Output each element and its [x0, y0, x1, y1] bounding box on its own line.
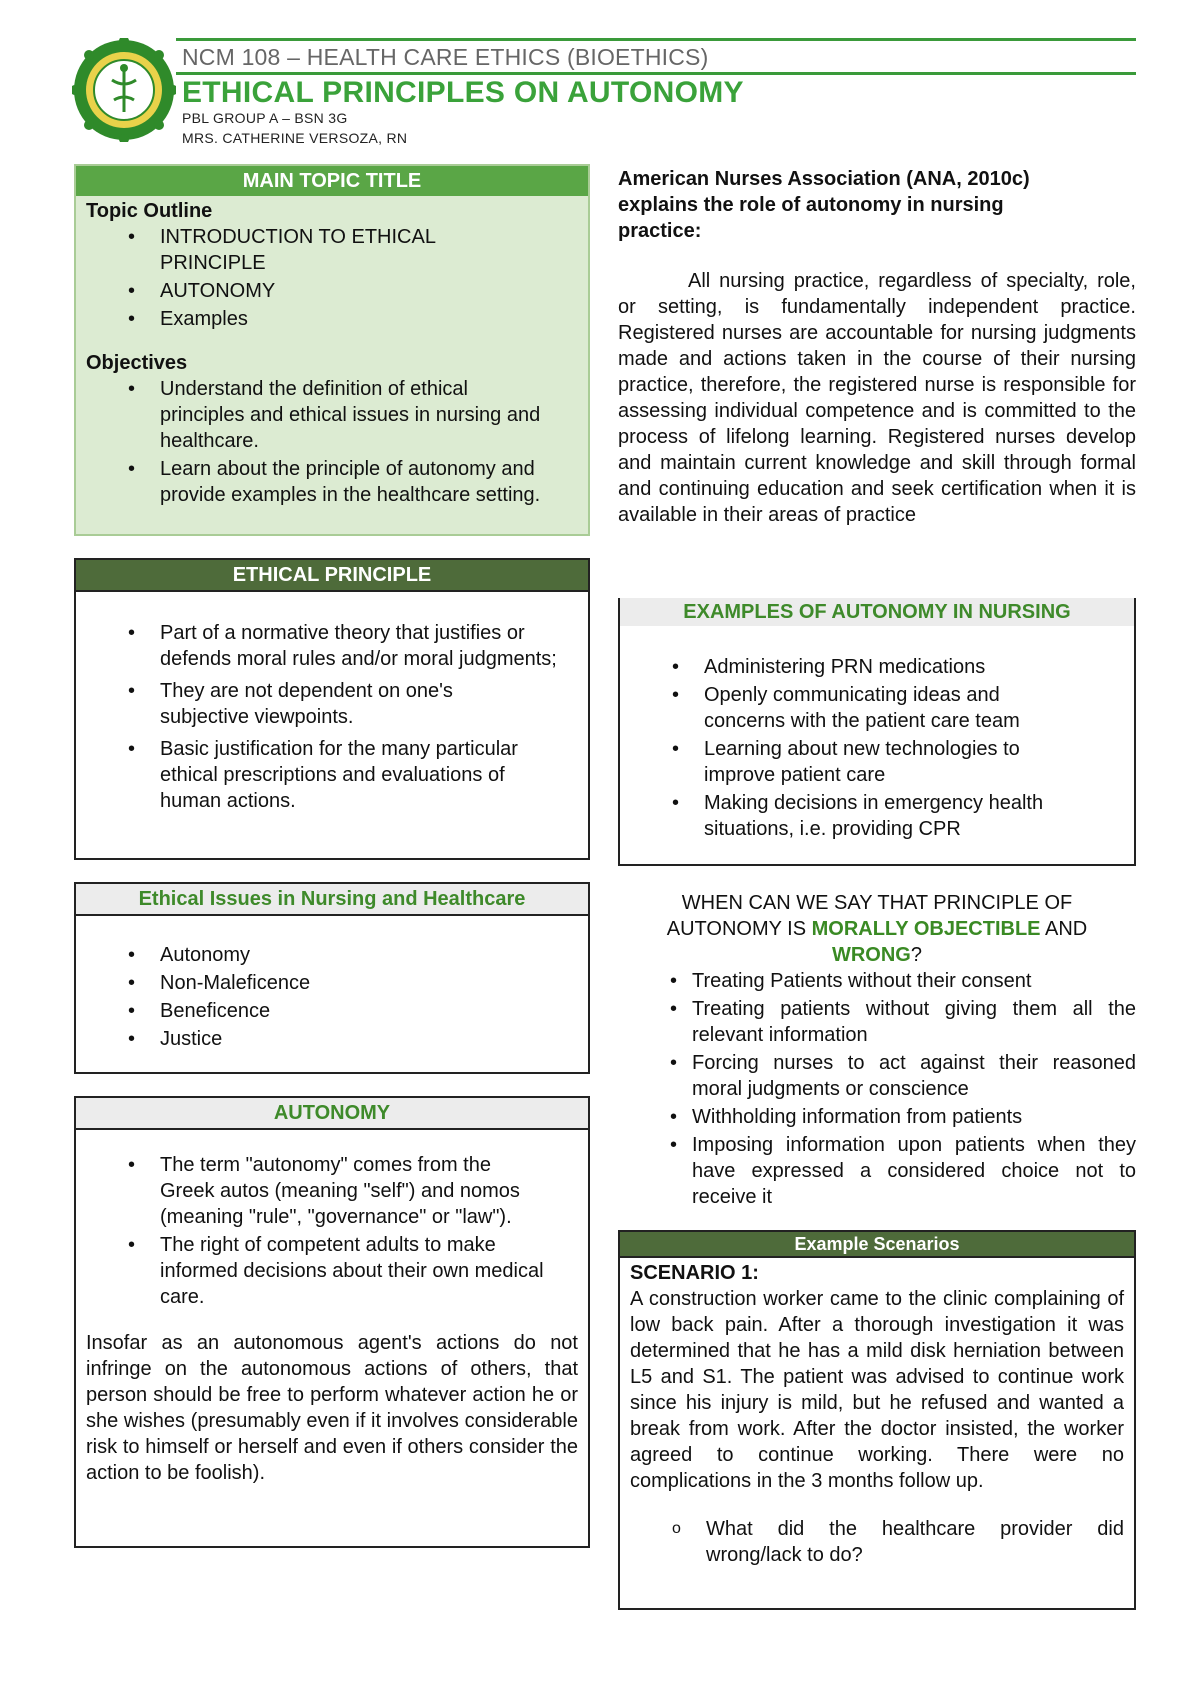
- question-text: ?: [910, 944, 922, 966]
- autonomy-heading: AUTONOMY: [76, 1098, 588, 1130]
- outline-item: • INTRODUCTION TO ETHICAL PRINCIPLE: [76, 224, 588, 276]
- scenario-question: [620, 1516, 1134, 1568]
- ethical-principle-list: [76, 620, 588, 814]
- ethical-issues-list: [76, 942, 588, 1052]
- list-item: • The term "autonomy" comes from the Greek autos (meaning "self") and nomos (meaning "rule", "governance" or "law").: [76, 1152, 548, 1230]
- question-text: AND: [1040, 918, 1088, 940]
- course-title: NCM 108 – HEALTH CARE ETHICS (BIOETHICS): [182, 44, 709, 70]
- main-topic-heading: MAIN TOPIC TITLE: [76, 166, 588, 196]
- list-item: • Beneficence: [76, 998, 588, 1024]
- group-label: PBL GROUP A – BSN 3G: [182, 110, 348, 126]
- list-item: • Treating Patients without their consent: [618, 968, 1136, 994]
- examples-box: [618, 598, 1136, 866]
- school-seal-icon: [72, 38, 176, 142]
- examples-list: [620, 654, 1134, 842]
- header-top-rule: [176, 38, 1136, 41]
- ethical-issues-box: [74, 882, 590, 1074]
- question-text: WHEN CAN WE SAY THAT PRINCIPLE OF AUTONOMY IS: [666, 892, 1073, 940]
- outline-item: • Examples: [76, 306, 588, 332]
- list-item: • Administering PRN medications: [620, 654, 1094, 680]
- autonomy-paragraph: Insofar as an autonomous agent's actions do not infringe on the autonomous actions of others, that person should be free to perform whatever action he or she wishes (presumably even if it involves considerable risk to himself or herself and even if others consider the action to be foolish).: [86, 1332, 578, 1484]
- objective-item: • Understand the definition of ethical principles and ethical issues in nursing and healthcare.: [76, 376, 580, 454]
- list-item: • Non-Maleficence: [76, 970, 588, 996]
- page-title: ETHICAL PRINCIPLES ON AUTONOMY: [182, 76, 744, 109]
- list-item: • Justice: [76, 1026, 588, 1052]
- objectives-list: [76, 376, 588, 508]
- list-item: • Forcing nurses to act against their reasoned moral judgments or conscience: [618, 1050, 1136, 1102]
- ethical-issues-heading: Ethical Issues in Nursing and Healthcare: [76, 884, 588, 916]
- autonomy-list: [76, 1152, 588, 1310]
- scenario-text: A construction worker came to the clinic complaining of low back pain. After a thorough investigation it was determined that he has a mild disk herniation between L5 and S1. The patient was advised to continue work since his injury is mild, but he refused and wanted a break from work. After the doctor insisted, the worker agreed to continue working. There were no complications in the 3 months follow up.: [630, 1288, 1124, 1492]
- list-item: • Part of a normative theory that justifies or defends moral rules and/or moral judgments;: [76, 620, 570, 672]
- list-item: • Learning about new technologies to improve patient care: [620, 736, 1094, 788]
- objectives-label: Objectives: [86, 352, 188, 374]
- objectionable-list: [618, 968, 1136, 1212]
- topic-outline-label: Topic Outline: [86, 200, 213, 222]
- question-emphasis: WRONG: [831, 944, 911, 966]
- list-item: • Making decisions in emergency health situations, i.e. providing CPR: [620, 790, 1094, 842]
- ana-heading: American Nurses Association (ANA, 2010c) explains the role of autonomy in nursing practice:: [618, 168, 1030, 242]
- list-item: • The right of competent adults to make informed decisions about their own medical care.: [76, 1232, 548, 1310]
- header-mid-rule: [176, 72, 1136, 75]
- list-item: • They are not dependent on one's subjective viewpoints.: [76, 678, 570, 730]
- main-topic-box: [74, 164, 590, 536]
- list-item: • Openly communicating ideas and concerns with the patient care team: [620, 682, 1094, 734]
- list-item: • Basic justification for the many particular ethical prescriptions and evaluations of human actions.: [76, 736, 570, 814]
- question-emphasis: MORALLY OBJECTIBLE: [811, 918, 1041, 940]
- ethical-principle-box: [74, 558, 590, 860]
- hollow-bullet-icon: o: [672, 1520, 681, 1537]
- topic-outline-list: [76, 224, 588, 332]
- autonomy-box: [74, 1096, 590, 1548]
- ana-body: All nursing practice, regardless of specialty, role, or setting, is fundamentally independent practice. Registered nurses are accountable for nursing judgments made and actions taken in the course of their nursing practice, therefore, the registered nurse is responsible for assessing individual competence and is committed to the process of lifelong learning. Registered nurses develop and maintain current knowledge and skill through formal and continuing education and seek certification when it is available in their areas of practice: [618, 270, 1136, 526]
- scenario-question-text: What did the healthcare provider did wrong/lack to do?: [706, 1518, 1124, 1566]
- list-item: • Treating patients without giving them all the relevant information: [618, 996, 1136, 1048]
- list-item: • Withholding information from patients: [618, 1104, 1136, 1130]
- instructor-label: MRS. CATHERINE VERSOZA, RN: [182, 130, 408, 146]
- ethical-principle-heading: ETHICAL PRINCIPLE: [76, 560, 588, 592]
- objectionable-question: [618, 890, 1136, 968]
- objective-item: • Learn about the principle of autonomy and provide examples in the healthcare setting.: [76, 456, 580, 508]
- scenario-heading: Example Scenarios: [620, 1232, 1134, 1258]
- list-item: • Autonomy: [76, 942, 588, 968]
- list-item: • Imposing information upon patients when they have expressed a considered choice not to receive it: [618, 1132, 1136, 1210]
- outline-item: • AUTONOMY: [76, 278, 588, 304]
- scenario-label: SCENARIO 1:: [630, 1262, 759, 1284]
- scenario-box: [618, 1230, 1136, 1610]
- examples-heading: EXAMPLES OF AUTONOMY IN NURSING: [620, 598, 1134, 626]
